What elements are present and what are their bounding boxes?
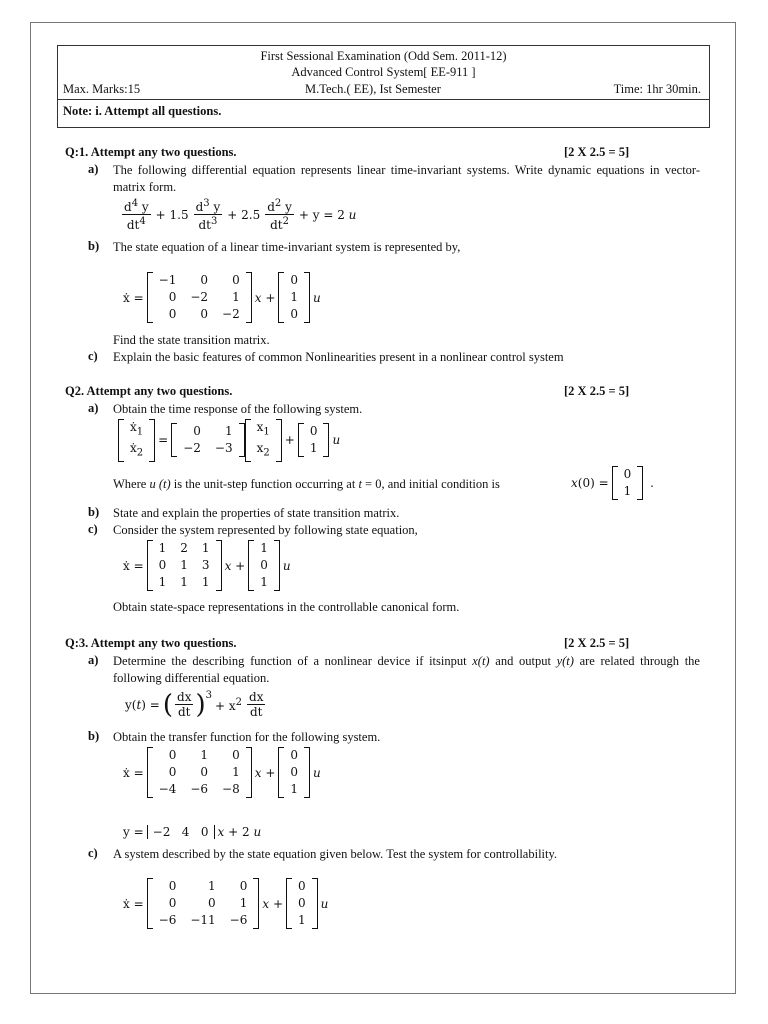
q3a-text: Determine the describing function of a nonlinear device if itsinput x(t) and output y(t) are related through the following differential equation.: [113, 654, 700, 685]
q3b-matrix-b: [278, 747, 310, 798]
q1b-text: The state equation of a linear time-invariant system is represented by,: [113, 240, 461, 254]
matrix-cell: 1: [158, 575, 167, 589]
matrix-cell: −3: [214, 441, 233, 456]
q1b-state-equation: ẋ = −1 0 0 0 −2 1 0 0 −2 x + 0 1 0 u: [123, 273, 321, 321]
matrix-cell: 1: [208, 879, 216, 893]
q3b-output-equation: y = −2 4 0 x + 2 u: [123, 825, 262, 839]
q1b-label: b): [88, 239, 100, 253]
q1-marks: [2 X 2.5 = 5]: [564, 145, 630, 159]
matrix-cell: 1: [201, 575, 210, 589]
q2b-label: b): [88, 505, 100, 519]
q2a-matrix-b: [298, 423, 330, 457]
matrix-cell: 3: [201, 558, 210, 572]
q3c-matrix-a: [147, 878, 260, 929]
matrix-cell: −2: [190, 290, 209, 304]
matrix-cell: 0: [232, 273, 240, 287]
matrix-cell: 0: [200, 765, 209, 779]
q2c-matrix-b: [248, 540, 280, 591]
matrix-cell: 0: [168, 307, 177, 321]
matrix-cell: −11: [190, 913, 216, 927]
q2a-where: Where u (t) is the unit-step function occurring at t = 0, and initial condition is: [113, 477, 500, 491]
exam-header: [57, 45, 710, 128]
program: M.Tech.( EE), Ist Semester: [305, 82, 441, 96]
matrix-cell: 0: [260, 558, 268, 572]
q1b-matrix-a: [147, 272, 252, 323]
q3b-label: b): [88, 729, 100, 743]
matrix-cell: 0: [168, 879, 177, 893]
matrix-cell: 1: [232, 765, 240, 779]
q2b-text: State and explain the properties of state transition matrix.: [113, 506, 400, 520]
matrix-cell: 1: [232, 290, 240, 304]
matrix-cell: 0: [208, 896, 216, 910]
note: Note: i. Attempt all questions.: [63, 104, 222, 118]
q1b-matrix-b: [278, 272, 310, 323]
q1b-after: Find the state transition matrix.: [113, 333, 270, 347]
matrix-cell: 0: [298, 896, 306, 910]
q1a-label: a): [88, 162, 99, 176]
q2c-matrix-a: [147, 540, 222, 591]
matrix-cell: 1: [290, 290, 299, 304]
matrix-cell: 0: [200, 307, 209, 321]
matrix-cell: 0: [193, 424, 201, 439]
matrix-cell: 0: [290, 273, 299, 287]
matrix-cell: 0: [290, 765, 299, 779]
q3b-matrix-c: −2 4 0: [147, 825, 215, 839]
q2a-x0: [612, 466, 644, 500]
matrix-cell: 1: [239, 896, 248, 910]
matrix-cell: 1: [200, 748, 209, 762]
matrix-cell: 0: [168, 748, 177, 762]
matrix-cell: 1: [180, 575, 188, 589]
q3-title: Q:3. Attempt any two questions.: [65, 636, 237, 650]
q2-title: Q2. Attempt any two questions.: [65, 384, 233, 398]
q3b-state-equation: ẋ = 0 1 0 0 0 1 −4 −6 −8 x + 0 0 1 u: [123, 748, 321, 796]
q1a-equation: $\frac{d^4 y}{dt^4}$ + 1.5 $\frac{d^3 y}{dt^3}$ + 2.5 $\frac{d^2 y}{dt^2}$ + y = 2 u: [124, 198, 357, 232]
q3c-state-equation: ẋ = 0 1 0 0 0 1 −6 −11 −6 x + 0 0 1 u: [123, 879, 329, 927]
matrix-cell: 0: [232, 748, 240, 762]
q1-title: Q:1. Attempt any two questions.: [65, 145, 237, 159]
q2a-label: a): [88, 401, 99, 415]
matrix-cell: 0: [309, 424, 318, 439]
q2a-text: Obtain the time response of the following system.: [113, 402, 363, 416]
matrix-cell: 1: [180, 558, 188, 572]
matrix-cell: 0: [168, 765, 177, 779]
max-marks: Max. Marks:15: [63, 82, 141, 96]
q3b-matrix-a: [147, 747, 252, 798]
matrix-cell: 0: [168, 896, 177, 910]
matrix-cell: −2: [183, 441, 201, 456]
q3c-text: A system described by the state equation given below. Test the system for controllability.: [113, 847, 558, 861]
q3c-label: c): [88, 846, 98, 860]
matrix-cell: 0: [168, 290, 177, 304]
matrix-cell: 1: [224, 424, 233, 439]
matrix-cell: 0: [298, 879, 306, 893]
matrix-cell: 1: [290, 782, 299, 796]
q2c-state-equation: ẋ = 1 2 1 0 1 3 1 1 1 x + 1 0 1 u: [123, 541, 291, 589]
matrix-cell: 0: [290, 748, 299, 762]
matrix-cell: 1: [260, 575, 268, 589]
matrix-cell: 0: [290, 307, 299, 321]
q3c-matrix-b: [286, 878, 318, 929]
matrix-cell: 1: [298, 913, 306, 927]
matrix-cell: 1: [201, 541, 210, 555]
matrix-cell: 1: [623, 484, 632, 498]
matrix-cell: −6: [229, 913, 248, 927]
q2c-label: c): [88, 522, 98, 536]
time-allowed: Time: 1hr 30min.: [613, 82, 701, 96]
matrix-cell: 1: [309, 441, 318, 456]
course-name: Advanced Control System[ EE-911 ]: [291, 65, 476, 79]
matrix-cell: −6: [190, 782, 209, 796]
matrix-cell: 0: [239, 879, 248, 893]
q1c-label: c): [88, 349, 98, 363]
matrix-cell: 1: [158, 541, 167, 555]
q2-marks: [2 X 2.5 = 5]: [564, 384, 630, 398]
q1c-text: Explain the basic features of common Nonlinearities present in a nonlinear control system: [113, 350, 564, 364]
header-divider: [58, 99, 709, 100]
q2a-matrix-a: [171, 423, 244, 457]
matrix-cell: −8: [222, 782, 240, 796]
matrix-cell: 2: [180, 541, 188, 555]
matrix-cell: −1: [158, 273, 177, 287]
exam-title: First Sessional Examination (Odd Sem. 2011-12): [260, 49, 507, 63]
matrix-cell: 1: [260, 541, 268, 555]
q2a-initial-condition: x(0) = 0 1 .: [571, 467, 654, 498]
matrix-cell: −4: [158, 782, 177, 796]
q2c-after: Obtain state-space representations in the controllable canonical form.: [113, 600, 460, 614]
q3a-equation: y(t) = ( $\frac{dx}{dt}$ ) $^3$ + $x^2$ $\frac{dx}{dt}$: [125, 689, 264, 720]
q3a-label: a): [88, 653, 99, 667]
matrix-cell: −6: [158, 913, 177, 927]
q1a-text: The following differential equation represents linear time-invariant systems. Write dynamic equations in vector-matrix form.: [113, 163, 700, 194]
q2a-state-equation: ẋ$_1$ ẋ$_2$ = 0 1 −2 −3 $x_1$ $x_2$ + 0 1 u: [118, 419, 343, 462]
q3-marks: [2 X 2.5 = 5]: [564, 636, 630, 650]
matrix-cell: 0: [623, 467, 632, 481]
matrix-cell: −2: [222, 307, 240, 321]
q2c-text: Consider the system represented by following state equation,: [113, 523, 418, 537]
matrix-cell: 0: [200, 273, 209, 287]
q3b-text: Obtain the transfer function for the following system.: [113, 730, 381, 744]
matrix-cell: 0: [158, 558, 167, 572]
